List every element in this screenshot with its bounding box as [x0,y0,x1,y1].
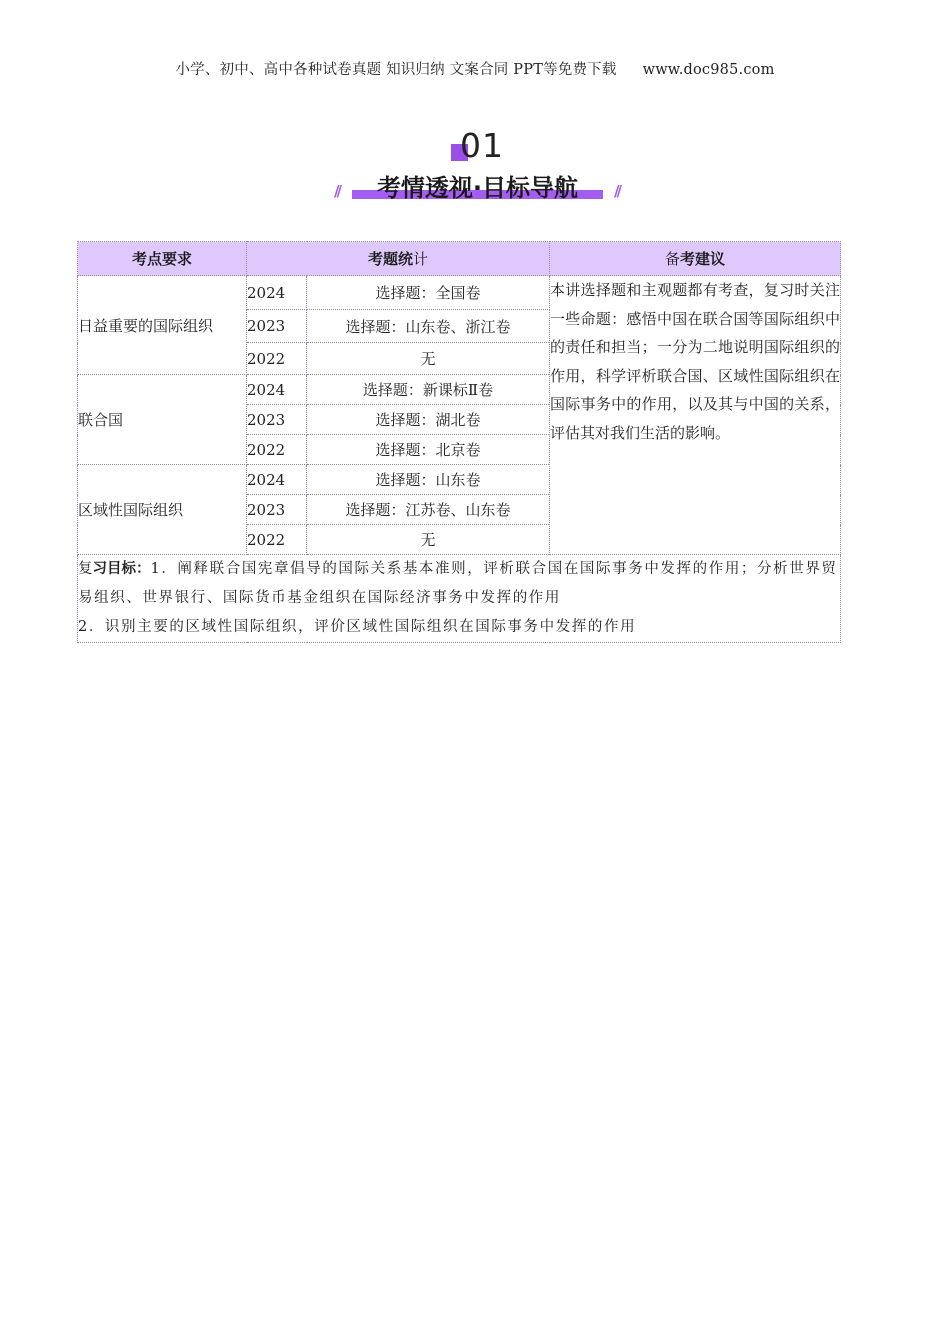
year-cell: 2023 [247,495,307,525]
review-goals-label: 复习目标： [78,561,151,577]
review-goals-row [78,555,841,643]
question-cell: 选择题：山东卷 [307,465,550,495]
table-row [78,276,841,310]
exam-analysis-table [77,241,841,643]
section-number-badge [440,126,520,166]
section-title: 考情透视·目标导航 [376,174,579,202]
section-title-banner [330,168,625,204]
question-cell: 选择题：全国卷 [307,276,550,310]
question-cell: 选择题：北京卷 [307,435,550,465]
question-cell: 选择题：湖北卷 [307,405,550,435]
header-website[interactable]: www.doc985.com [642,62,775,78]
year-cell: 2024 [247,465,307,495]
advice-cell: 本讲选择题和主观题都有考查，复习时关注一些命题：感悟中国在联合国等国际组织中的责任和担当；一分为二地说明国际组织的作用，科学评析联合国、区域性国际组织在国际事务中的作用，以及其与中国的关系，评估其对我们生活的影响。 [550,276,841,555]
header-prep-advice: 备考建议 [550,242,841,276]
review-goal-item: 1．阐释联合国宪章倡导的国际关系基本准则，评析联合国在国际事务中发挥的作用；分析世界贸易组织、世界银行、国际货币基金组织在国际经济事务中发挥的作用 [78,561,838,606]
question-cell: 选择题：新课标Ⅱ卷 [307,375,550,405]
year-cell: 2023 [247,405,307,435]
right-slash-decoration: // [614,182,619,200]
question-cell: 选择题：江苏卷、山东卷 [307,495,550,525]
header-exam-statistics: 考题统计 [247,242,550,276]
year-cell: 2023 [247,310,307,343]
question-cell: 无 [307,343,550,375]
review-goal-item: 2．识别主要的区域性国际组织，评价区域性国际组织在国际事务中发挥的作用 [78,619,637,635]
section-number: 01 [460,126,504,165]
page-header [0,58,950,79]
year-cell: 2024 [247,375,307,405]
review-goals-cell [78,555,841,643]
question-cell: 选择题：山东卷、浙江卷 [307,310,550,343]
year-cell: 2022 [247,343,307,375]
left-slash-decoration: // [334,182,339,200]
header-left-text: 小学、初中、高中各种试卷真题 知识归纳 文案合同 PPT等免费下载 [175,62,617,78]
table-header-row [78,242,841,276]
topic-cell: 区域性国际组织 [78,465,247,555]
year-cell: 2022 [247,435,307,465]
topic-cell: 联合国 [78,375,247,465]
topic-cell: 日益重要的国际组织 [78,276,247,375]
header-topic-requirements: 考点要求 [78,242,247,276]
year-cell: 2024 [247,276,307,310]
question-cell: 无 [307,525,550,555]
year-cell: 2022 [247,525,307,555]
